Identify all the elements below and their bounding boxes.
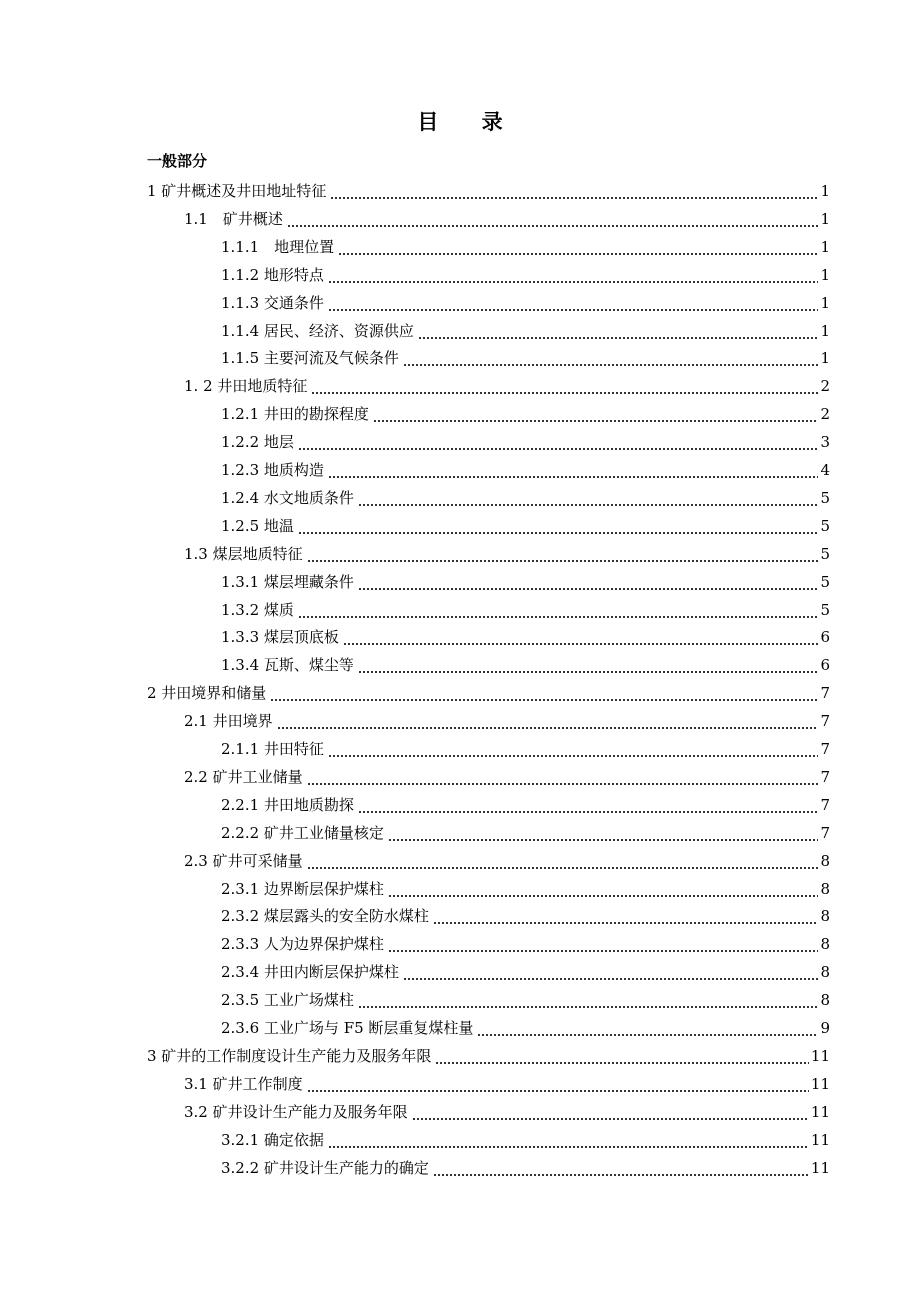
dot-leader xyxy=(277,711,819,731)
toc-entry[interactable] xyxy=(221,1154,830,1178)
dot-leader xyxy=(307,851,819,871)
toc-entry-page: 5 xyxy=(820,544,830,563)
dot-leader xyxy=(307,1074,809,1094)
dot-leader xyxy=(298,600,819,620)
toc-entry-page: 11 xyxy=(810,1046,830,1065)
dot-leader xyxy=(358,488,819,508)
toc-entry-title: 1.1.2 地形特点 xyxy=(221,265,324,284)
toc-entry[interactable] xyxy=(221,400,830,424)
toc-entry[interactable] xyxy=(221,623,830,647)
dot-leader xyxy=(307,544,819,564)
dot-leader xyxy=(358,572,819,592)
toc-entry-title: 1.3 煤层地质特征 xyxy=(184,544,303,563)
toc-entry[interactable] xyxy=(184,205,830,229)
toc-entry-page: 8 xyxy=(820,851,830,870)
dot-leader xyxy=(343,627,819,647)
toc-entry-title: 1.1.1 地理位置 xyxy=(221,237,335,256)
section-heading: 一般部分 xyxy=(147,152,208,170)
toc-entry-page: 8 xyxy=(820,935,830,954)
dot-leader xyxy=(307,767,819,787)
toc-entry-page: 8 xyxy=(820,991,830,1010)
toc-entry-title: 1.1.4 居民、经济、资源供应 xyxy=(221,321,414,340)
toc-entry[interactable] xyxy=(221,428,830,452)
toc-entry-title: 3.2.1 确定依据 xyxy=(221,1130,324,1149)
toc-entry-title: 1.2.1 井田的勘探程度 xyxy=(221,405,369,424)
dot-leader xyxy=(435,1046,809,1066)
toc-entry[interactable] xyxy=(221,261,830,285)
toc-entry-page: 8 xyxy=(820,879,830,898)
toc-entry-title: 2.2.2 矿井工业储量核定 xyxy=(221,823,384,842)
toc-entry-title: 1.2.3 地质构造 xyxy=(221,461,324,479)
toc-entry-page: 7 xyxy=(820,740,830,758)
toc-entry-title: 2.3.6 工业广场与 F5 断层重复煤柱量 xyxy=(221,1019,474,1037)
toc-entry-page: 1 xyxy=(820,321,830,340)
toc-entry[interactable] xyxy=(221,344,830,368)
toc-entry[interactable] xyxy=(221,986,830,1010)
dot-leader xyxy=(270,683,818,703)
dot-leader xyxy=(388,934,819,954)
dot-leader xyxy=(328,293,819,313)
toc-entry-page: 8 xyxy=(820,907,830,926)
toc-entry[interactable] xyxy=(184,763,830,787)
toc-entry-page: 5 xyxy=(820,488,830,507)
toc-entry-title: 2.3.2 煤层露头的安全防水煤柱 xyxy=(221,907,429,926)
toc-entry-page: 1 xyxy=(820,209,830,228)
dot-leader xyxy=(403,348,819,368)
toc-entry[interactable] xyxy=(221,1126,830,1150)
toc-entry[interactable] xyxy=(221,484,830,508)
toc-entry-page: 6 xyxy=(820,656,830,675)
toc-entry-page: 1 xyxy=(820,349,830,368)
toc-entry-title: 2 井田境界和储量 xyxy=(147,684,267,703)
toc-entry-title: 1.3.2 煤质 xyxy=(221,600,294,619)
toc-entry-title: 2.3 矿井可采储量 xyxy=(184,851,303,870)
dot-leader xyxy=(328,460,819,480)
toc-entry[interactable] xyxy=(221,902,830,926)
toc-entry-title: 3.2 矿井设计生产能力及服务年限 xyxy=(184,1102,408,1121)
toc-entry-page: 5 xyxy=(820,572,830,591)
dot-leader xyxy=(358,655,819,675)
toc-entry-page: 11 xyxy=(810,1158,830,1177)
toc-entry[interactable] xyxy=(184,707,830,731)
toc-entry-title: 2.2.1 井田地质勘探 xyxy=(221,795,354,814)
toc-entry[interactable] xyxy=(184,540,830,564)
toc-entry-title: 1.1.3 交通条件 xyxy=(221,293,324,312)
dot-leader xyxy=(388,879,819,899)
toc-entry[interactable] xyxy=(221,958,830,982)
toc-entry-page: 11 xyxy=(810,1130,830,1149)
dot-leader xyxy=(328,1130,809,1150)
toc-entry-title: 1.3.4 瓦斯、煤尘等 xyxy=(221,656,354,675)
toc-entry-title: 1 矿井概述及井田地址特征 xyxy=(147,182,327,200)
toc-entry[interactable] xyxy=(221,791,830,815)
dot-leader xyxy=(330,181,818,201)
toc-entry-page: 3 xyxy=(820,433,830,452)
toc-entry-title: 3 矿井的工作制度设计生产能力及服务年限 xyxy=(147,1046,432,1065)
toc-entry[interactable] xyxy=(221,819,830,843)
toc-entry-title: 1.2.5 地温 xyxy=(221,516,294,535)
dot-leader xyxy=(298,432,819,452)
toc-entry-page: 11 xyxy=(810,1102,830,1121)
dot-leader xyxy=(433,1158,809,1178)
toc-entry[interactable] xyxy=(221,456,830,480)
toc-entry-page: 7 xyxy=(820,823,830,842)
toc-entry[interactable] xyxy=(221,289,830,313)
toc-entry[interactable] xyxy=(184,847,830,871)
toc-entry-title: 2.3.4 井田内断层保护煤柱 xyxy=(221,963,399,982)
dot-leader xyxy=(373,404,819,424)
toc-entry-title: 2.3.1 边界断层保护煤柱 xyxy=(221,879,384,898)
toc-entry[interactable] xyxy=(221,596,830,620)
dot-leader xyxy=(433,906,819,926)
toc-entry-page: 9 xyxy=(820,1019,830,1037)
toc-entry-title: 1.3.3 煤层顶底板 xyxy=(221,628,339,647)
dot-leader xyxy=(388,823,819,843)
toc-entry-page: 1 xyxy=(820,293,830,312)
toc-entry-page: 1 xyxy=(820,265,830,284)
toc-entry-page: 8 xyxy=(820,963,830,982)
dot-leader xyxy=(418,321,819,341)
dot-leader xyxy=(298,516,819,536)
toc-entry-page: 6 xyxy=(820,628,830,647)
toc-entry-page: 4 xyxy=(820,461,830,479)
toc-entry[interactable] xyxy=(184,1098,830,1122)
toc-entry-title: 1.2.4 水文地质条件 xyxy=(221,488,354,507)
toc-entry-page: 2 xyxy=(820,377,830,396)
toc-entry-page: 7 xyxy=(820,795,830,814)
toc-entry-title: 3.1 矿井工作制度 xyxy=(184,1074,303,1093)
toc-entry-page: 7 xyxy=(820,767,830,786)
toc-entry-page: 5 xyxy=(820,516,830,535)
dot-leader xyxy=(328,265,819,285)
toc-entry[interactable] xyxy=(221,1014,830,1038)
toc-entry[interactable] xyxy=(184,1070,830,1094)
toc-entry[interactable] xyxy=(221,735,830,759)
toc-entry-title: 2.2 矿井工业储量 xyxy=(184,767,303,786)
toc-entry[interactable] xyxy=(221,568,830,592)
toc-entry-page: 1 xyxy=(820,237,830,256)
toc-entry-page: 2 xyxy=(820,405,830,424)
toc-entry[interactable] xyxy=(221,930,830,954)
toc-entry-page: 7 xyxy=(820,684,830,703)
dot-leader xyxy=(477,1018,818,1038)
dot-leader xyxy=(412,1102,809,1122)
dot-leader xyxy=(403,962,819,982)
toc-entry-page: 5 xyxy=(820,600,830,619)
toc-entry-page: 7 xyxy=(820,712,830,731)
toc-entry[interactable] xyxy=(221,651,830,675)
dot-leader xyxy=(287,209,819,229)
toc-entry-page: 11 xyxy=(810,1074,830,1093)
toc-entry[interactable] xyxy=(221,512,830,536)
toc-entry-title: 1.3.1 煤层埋藏条件 xyxy=(221,572,354,591)
dot-leader xyxy=(358,795,819,815)
toc-entry[interactable] xyxy=(147,177,830,201)
toc-title: 目 录 xyxy=(417,109,521,134)
toc-entry-title: 2.3.5 工业广场煤柱 xyxy=(221,991,354,1010)
toc-entry-title: 2.1.1 井田特征 xyxy=(221,740,324,758)
toc-entry-title: 2.3.3 人为边界保护煤柱 xyxy=(221,935,384,954)
toc-entry[interactable] xyxy=(147,679,830,703)
toc-entry-title: 1.2.2 地层 xyxy=(221,433,294,452)
toc-entry[interactable] xyxy=(221,875,830,899)
toc-entry-page: 1 xyxy=(820,182,830,200)
toc-entry[interactable] xyxy=(147,1042,830,1066)
toc-entry-title: 2.1 井田境界 xyxy=(184,712,273,731)
dot-leader xyxy=(311,376,818,396)
dot-leader xyxy=(328,739,819,759)
toc-entry[interactable] xyxy=(221,317,830,341)
toc-entry[interactable] xyxy=(184,372,830,396)
dot-leader xyxy=(358,990,819,1010)
toc-entry[interactable] xyxy=(221,233,830,257)
toc-entry-title: 3.2.2 矿井设计生产能力的确定 xyxy=(221,1158,429,1177)
toc-entry-title: 1.1 矿井概述 xyxy=(184,209,283,228)
dot-leader xyxy=(338,237,818,257)
toc-entry-title: 1. 2 井田地质特征 xyxy=(184,377,308,396)
toc-entry-title: 1.1.5 主要河流及气候条件 xyxy=(221,349,399,368)
